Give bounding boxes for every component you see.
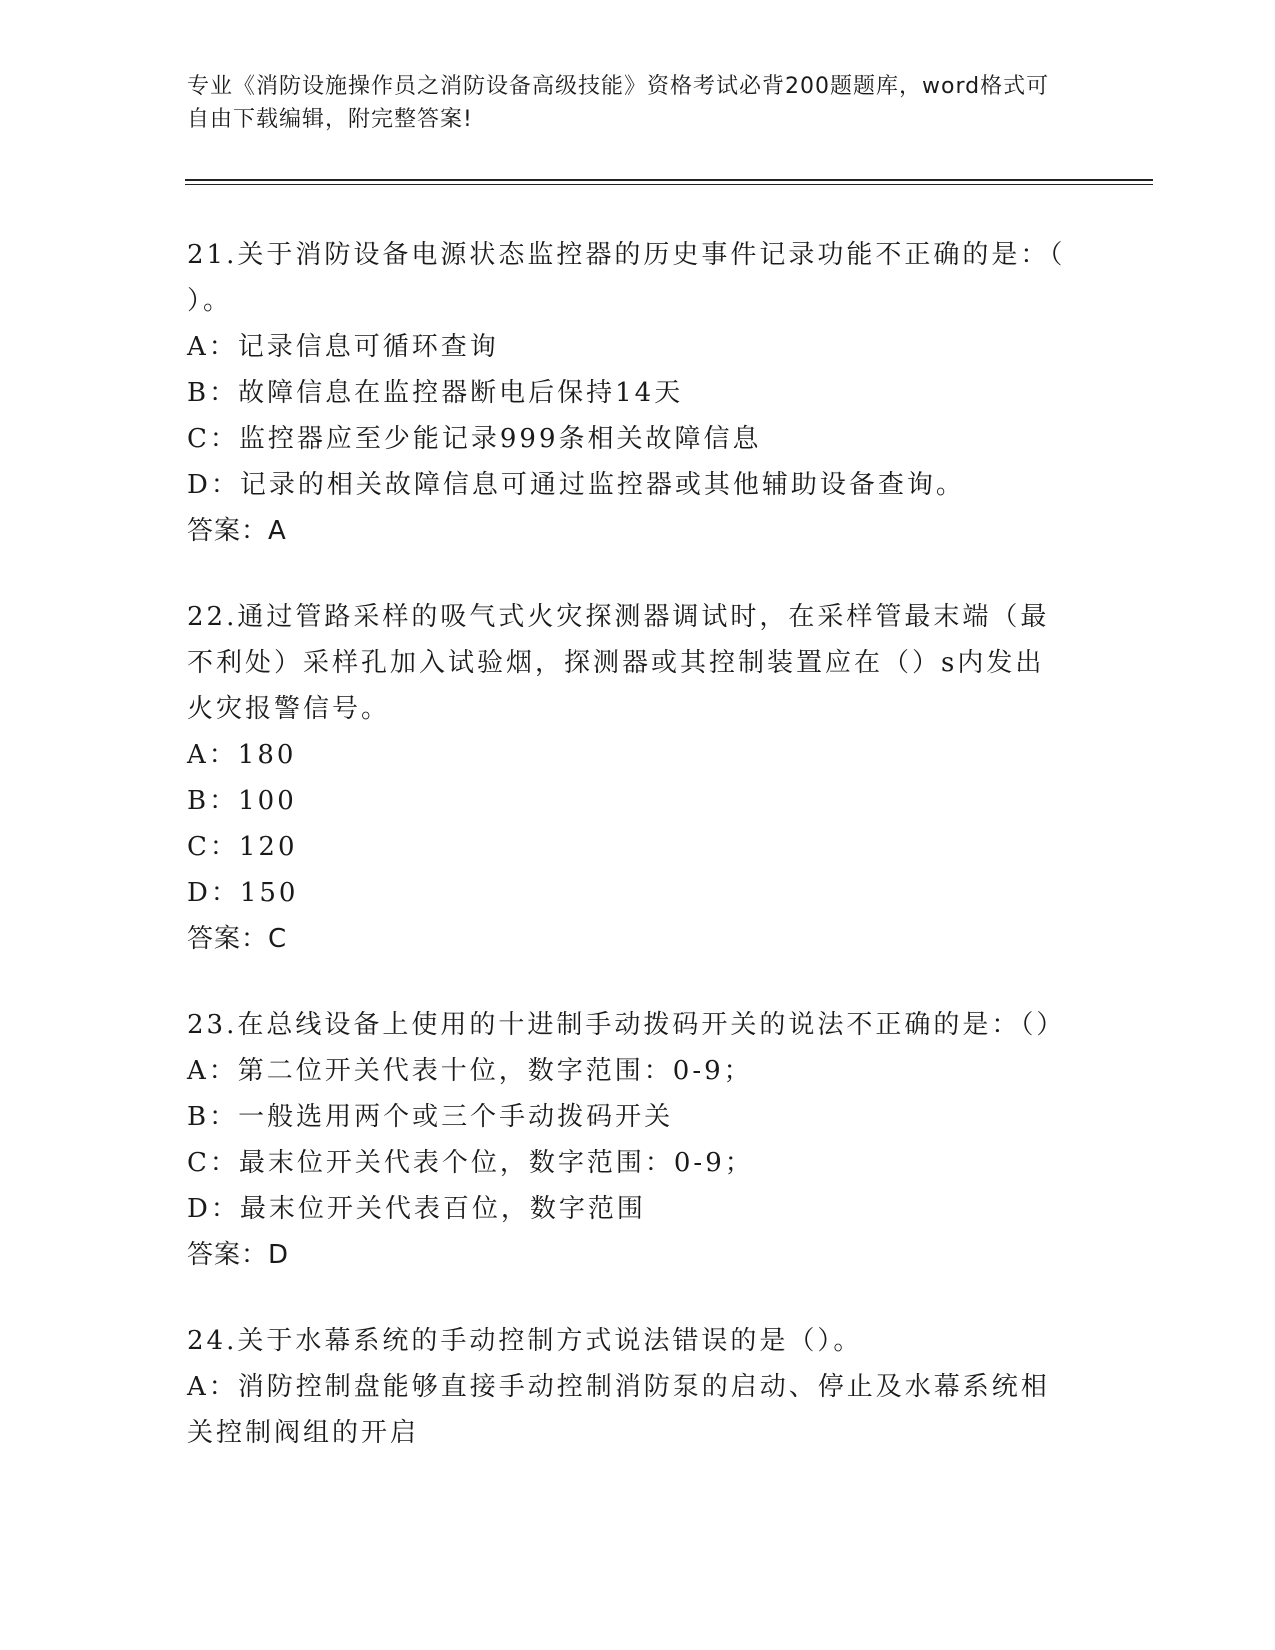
header-divider-thin xyxy=(185,184,1153,185)
header-title: 专业《消防设施操作员之消防设备高级技能》资格考试必背200题题库，word格式可自由下载编辑，附完整答案! xyxy=(187,74,1050,132)
question-stem: 22.通过管路采样的吸气式火灾探测器调试时，在采样管最末端（最不利处）采样孔加入试验烟，探测器或其控制装置应在（）s内发出火灾报警信号。 xyxy=(187,602,1050,724)
option-c: C：监控器应至少能记录999条相关故障信息 xyxy=(187,424,762,454)
question-21 xyxy=(187,232,1087,554)
option-a: A：消防控制盘能够直接手动控制消防泵的启动、停止及水幕系统相关控制阀组的开启 xyxy=(187,1372,1050,1448)
answer-text: 答案：D xyxy=(187,1240,290,1270)
option-a: A：180 xyxy=(187,740,297,770)
option-d: D：150 xyxy=(187,878,299,908)
option-b: B：故障信息在监控器断电后保持14天 xyxy=(187,378,684,408)
question-24 xyxy=(187,1318,1087,1456)
question-stem: 21.关于消防设备电源状态监控器的历史事件记录功能不正确的是：（ ）。 xyxy=(187,240,1066,316)
question-22 xyxy=(187,594,1087,962)
header-divider-thick xyxy=(185,179,1153,181)
option-d: D：记录的相关故障信息可通过监控器或其他辅助设备查询。 xyxy=(187,470,965,500)
answer-text: 答案：C xyxy=(187,924,288,954)
question-list xyxy=(187,232,1087,1496)
option-d: D：最末位开关代表百位，数字范围 xyxy=(187,1194,646,1224)
question-stem: 23.在总线设备上使用的十进制手动拨码开关的说法不正确的是：（） xyxy=(187,1010,1066,1040)
option-a: A：记录信息可循环查询 xyxy=(187,332,499,362)
option-a: A：第二位开关代表十位，数字范围：0-9； xyxy=(187,1056,753,1086)
option-c: C：120 xyxy=(187,832,298,862)
option-b: B：一般选用两个或三个手动拨码开关 xyxy=(187,1102,674,1132)
question-stem: 24.关于水幕系统的手动控制方式说法错误的是（）。 xyxy=(187,1326,863,1356)
option-c: C：最末位开关代表个位，数字范围：0-9； xyxy=(187,1148,754,1178)
document-header xyxy=(187,70,1067,136)
option-b: B：100 xyxy=(187,786,297,816)
question-23 xyxy=(187,1002,1087,1278)
answer-text: 答案：A xyxy=(187,516,287,546)
